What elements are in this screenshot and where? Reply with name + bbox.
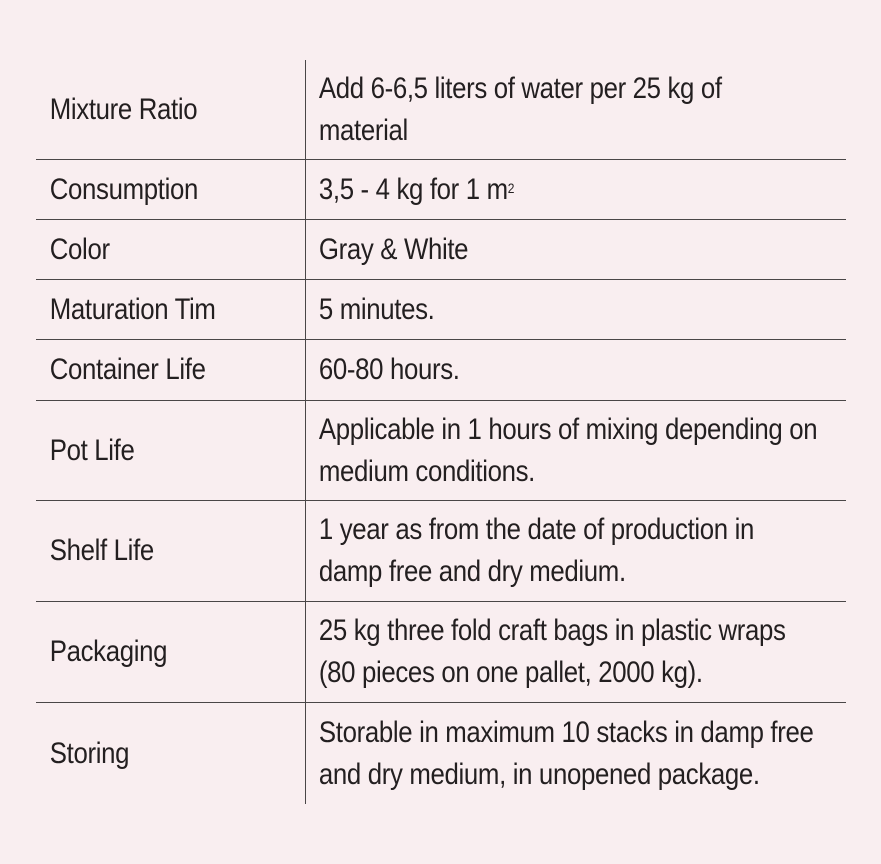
table-row: [36, 340, 846, 401]
row-label: Color: [49, 232, 110, 266]
table-row: [36, 60, 846, 160]
table-row: [36, 401, 846, 501]
spec-table: [36, 60, 846, 804]
row-label: Storing: [49, 736, 130, 770]
table-row: [36, 602, 846, 703]
table-row: [36, 703, 846, 804]
row-label: Consumption: [49, 172, 199, 206]
row-value: [306, 169, 770, 211]
value-line: and dry medium, in unopened package.: [318, 757, 760, 791]
value-line: 60-80 hours.: [318, 353, 460, 386]
table-row: [36, 501, 846, 602]
value-text: 3,5 - 4 kg for 1 m: [318, 172, 508, 206]
row-value: [306, 68, 770, 152]
value-line: material: [318, 113, 408, 147]
row-value: [306, 229, 770, 271]
value-line: [319, 169, 767, 211]
value-line: Add 6-6,5 liters of water per 25 kg of: [318, 71, 722, 105]
table-row: [36, 280, 846, 340]
row-value: [306, 349, 770, 391]
value-line: damp free and dry medium.: [318, 555, 626, 588]
superscript: 2: [507, 179, 515, 196]
table-row: [36, 220, 846, 280]
row-label: Container Life: [49, 353, 206, 386]
row-value: [306, 610, 786, 694]
value-line: 5 minutes.: [318, 292, 435, 326]
row-label: Packaging: [49, 635, 168, 668]
row-value: [306, 289, 770, 331]
row-value: [306, 409, 818, 493]
value-line: Storable in maximum 10 stacks in damp free: [318, 715, 814, 749]
row-label: Mixture Ratio: [49, 92, 198, 126]
value-line: Applicable in 1 hours of mixing depending on: [318, 412, 818, 446]
row-value: [306, 712, 814, 796]
value-line: 1 year as from the date of production in: [318, 513, 755, 546]
row-value: [306, 509, 770, 593]
value-line: 25 kg three fold craft bags in plastic wraps: [318, 614, 786, 647]
row-label: Maturation Tim: [49, 292, 216, 326]
value-line: (80 pieces on one pallet, 2000 kg).: [318, 656, 703, 689]
row-label: Shelf Life: [49, 534, 154, 567]
row-label: Pot Life: [49, 433, 135, 467]
table-row: [36, 160, 846, 220]
value-line: Gray & White: [318, 232, 469, 266]
value-line: medium conditions.: [318, 454, 535, 488]
